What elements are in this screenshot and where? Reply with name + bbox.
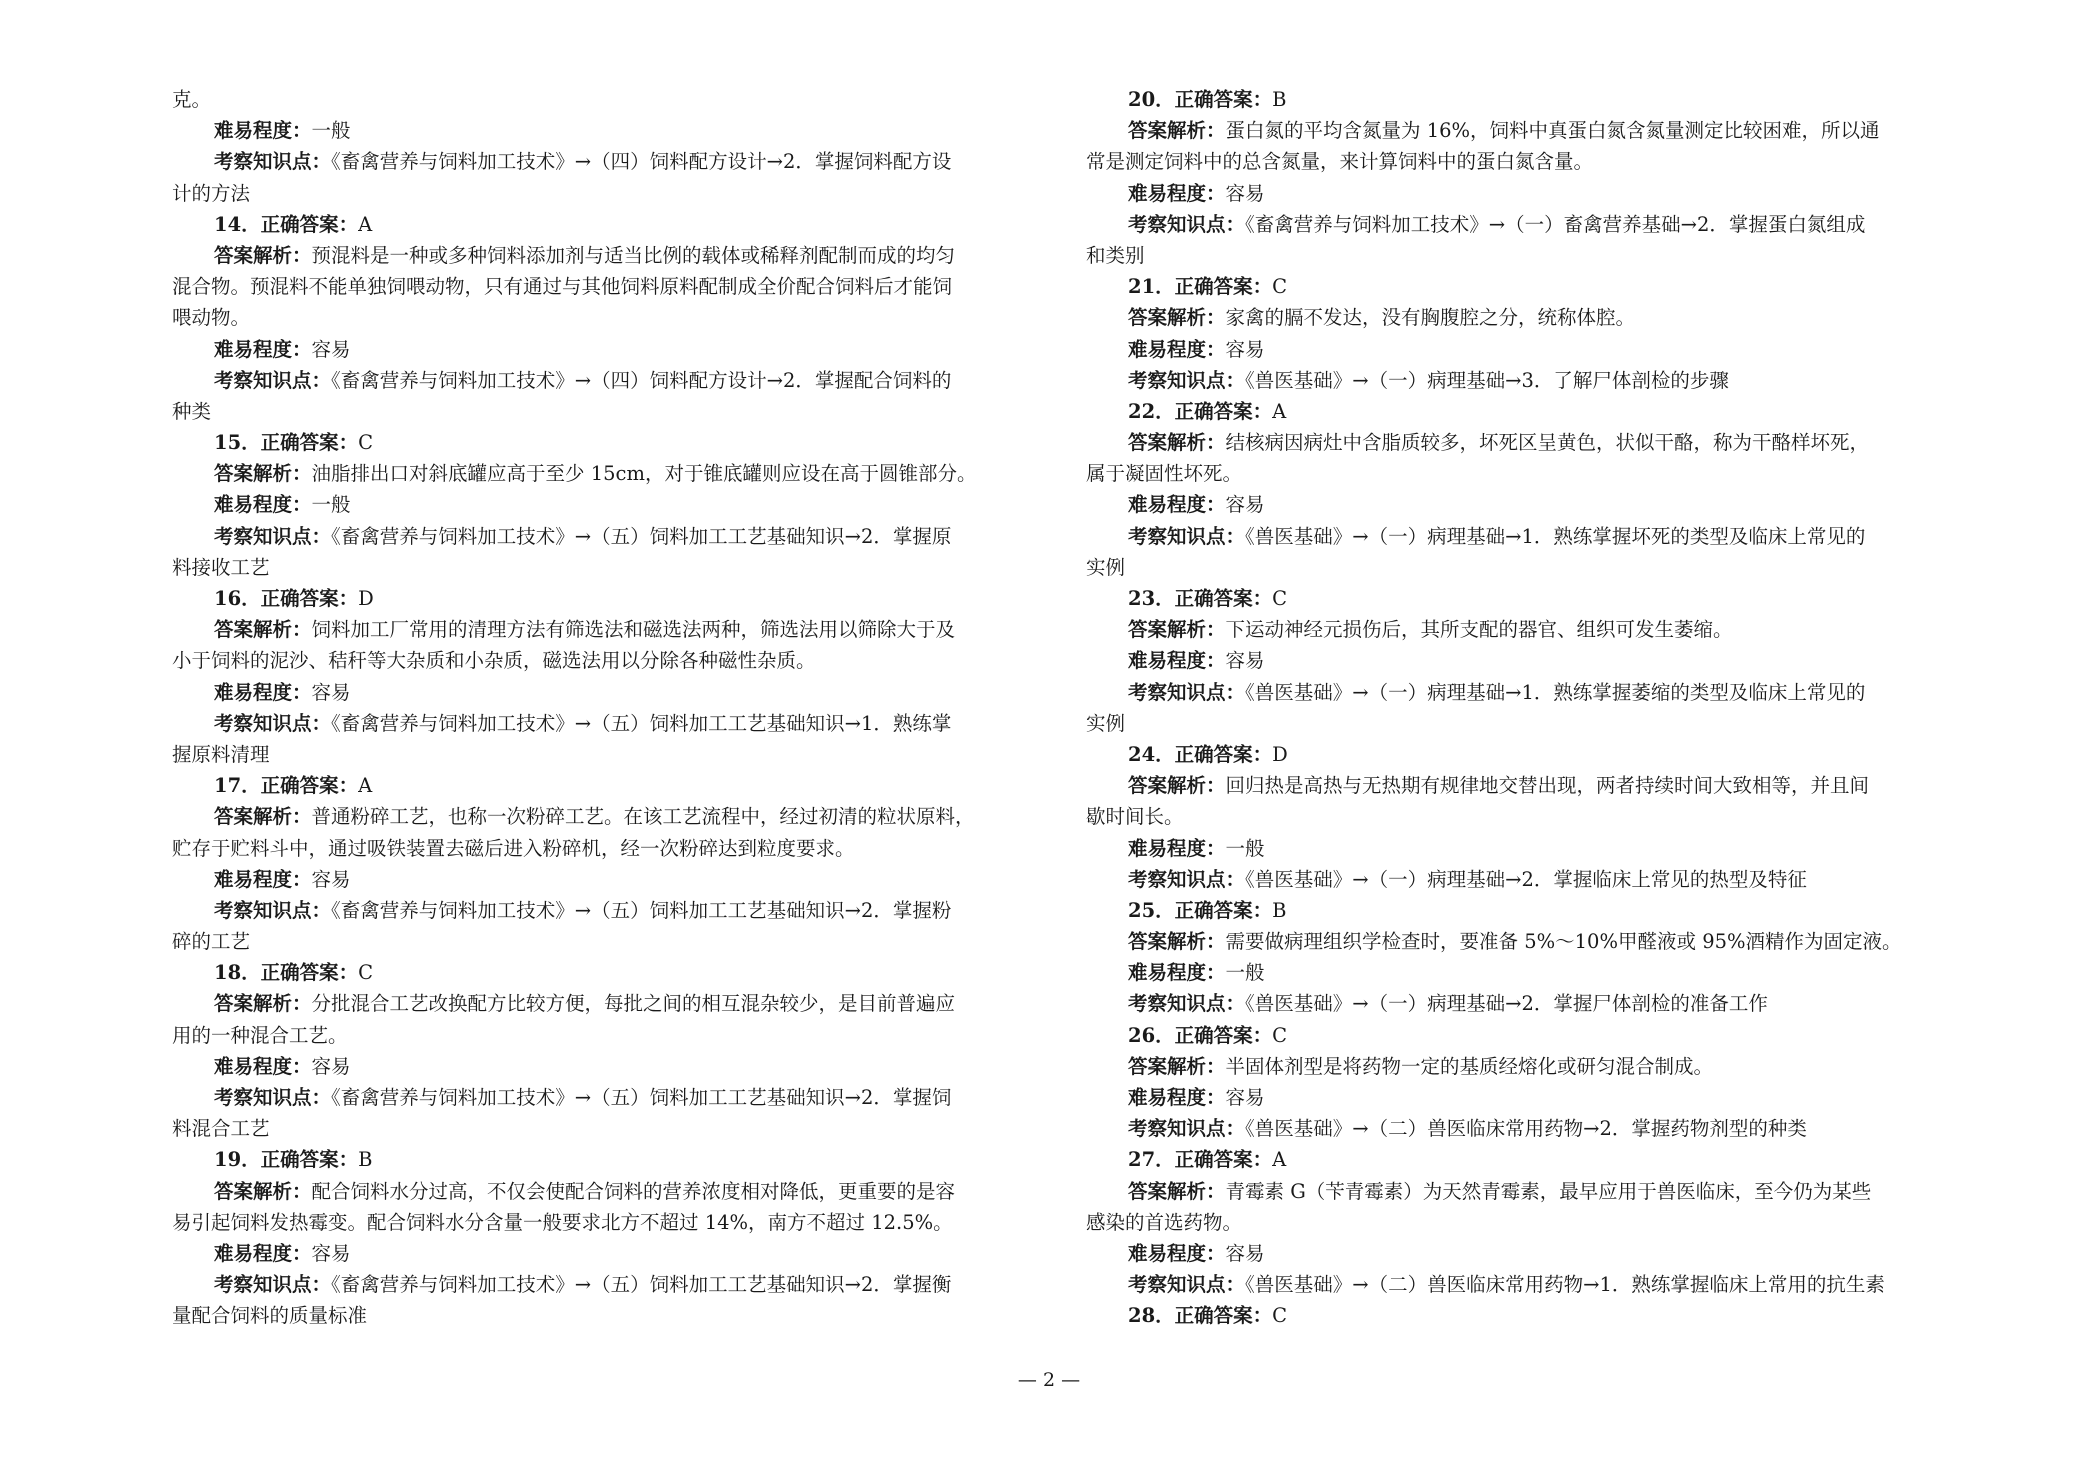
line-text: 半固体剂型是将药物一定的基质经熔化或研匀混合制成。 (1225, 1054, 1714, 1078)
text-line (172, 677, 1022, 708)
text-line (1086, 645, 1936, 676)
line-text: 蛋白氮的平均含氮量为 16%，饲料中真蛋白氮含氮量测定比较困难，所以通 (1225, 119, 1880, 143)
line-text: 一般 (1225, 961, 1265, 985)
line-text: D (1272, 742, 1288, 766)
line-text: A (358, 774, 373, 798)
line-text: 《兽医基础》→（一）病理基础→1．熟练掌握坏死的类型及临床上常见的 (1245, 524, 1866, 548)
text-line (172, 334, 1022, 365)
text-line (1086, 396, 1936, 427)
line-label: 难易程度： (214, 119, 312, 143)
text-line (172, 458, 1022, 489)
line-text: 感染的首选药物。 (1086, 1210, 1243, 1234)
line-label: 考察知识点： (1128, 1273, 1246, 1297)
line-label: 25．正确答案： (1128, 898, 1273, 922)
text-line (1086, 614, 1936, 645)
text-line (1086, 1207, 1936, 1238)
text-line (172, 115, 1022, 146)
line-label: 难易程度： (1128, 836, 1226, 860)
line-text: 容易 (1225, 181, 1265, 205)
line-text: 容易 (311, 1054, 351, 1078)
text-line (1086, 552, 1936, 583)
line-text: 属于凝固性坏死。 (1086, 462, 1243, 486)
line-text: 和类别 (1086, 243, 1145, 267)
text-line (1086, 365, 1936, 396)
text-line (172, 1300, 1022, 1331)
line-text: C (358, 431, 374, 455)
line-text: 《畜禽营养与饲料加工技术》→（五）饲料加工工艺基础知识→2．掌握粉 (331, 898, 952, 922)
text-line (172, 240, 1022, 271)
line-label: 答案解析： (214, 618, 312, 642)
line-label: 答案解析： (1128, 431, 1226, 455)
line-text: 《畜禽营养与饲料加工技术》→（五）饲料加工工艺基础知识→2．掌握饲 (331, 1086, 952, 1109)
line-label: 难易程度： (214, 337, 312, 361)
line-text: 《畜禽营养与饲料加工技术》→（五）饲料加工工艺基础知识→2．掌握原 (331, 524, 952, 548)
line-text: 《兽医基础》→（一）病理基础→2．掌握尸体剖检的准备工作 (1245, 992, 1768, 1016)
line-label: 考察知识点： (214, 524, 332, 548)
line-text: 容易 (1225, 493, 1265, 517)
text-line (172, 988, 1022, 1019)
line-label: 答案解析： (214, 805, 312, 829)
text-line (1086, 521, 1936, 552)
line-label: 27．正确答案： (1128, 1148, 1273, 1172)
text-line (172, 209, 1022, 240)
text-line (172, 739, 1022, 770)
line-label: 答案解析： (1128, 1179, 1226, 1203)
line-text: C (1272, 587, 1288, 610)
line-text: 《畜禽营养与饲料加工技术》→（四）饲料配方设计→2．掌握饲料配方设 (331, 150, 952, 174)
text-line (1086, 1082, 1936, 1113)
line-text: 结核病因病灶中含脂质较多，坏死区呈黄色，状似干酪，称为干酪样坏死， (1225, 431, 1870, 455)
text-line (172, 1020, 1022, 1051)
text-line (1086, 988, 1936, 1019)
line-text: 《兽医基础》→（一）病理基础→1．熟练掌握萎缩的类型及临床上常见的 (1245, 680, 1866, 704)
line-text: 下运动神经元损伤后，其所支配的器官、组织可发生萎缩。 (1225, 618, 1733, 642)
text-line (1086, 115, 1936, 146)
text-line (172, 864, 1022, 895)
text-line (172, 1051, 1022, 1082)
line-text: 种类 (172, 399, 212, 423)
text-line (172, 1238, 1022, 1269)
left-column (172, 84, 1022, 1332)
text-line (1086, 334, 1936, 365)
line-label: 20．正确答案： (1128, 88, 1273, 111)
text-line (1086, 770, 1936, 801)
line-label: 难易程度： (214, 1241, 312, 1265)
line-text: D (358, 587, 374, 610)
line-label: 答案解析： (1128, 930, 1226, 954)
text-line (1086, 84, 1936, 115)
text-line (172, 770, 1022, 801)
line-text: 普通粉碎工艺，也称一次粉碎工艺。在该工艺流程中，经过初清的粒状原料， (311, 805, 975, 829)
line-label: 答案解析： (214, 243, 312, 267)
line-label: 难易程度： (214, 867, 312, 891)
line-label: 18．正确答案： (214, 961, 359, 985)
text-line (172, 427, 1022, 458)
line-text: 需要做病理组织学检查时，要准备 5%～10%甲醛液或 95%酒精作为固定液。 (1225, 930, 1902, 954)
text-line (172, 645, 1022, 676)
text-line (1086, 739, 1936, 770)
line-text: 《畜禽营养与饲料加工技术》→（五）饲料加工工艺基础知识→1．熟练掌 (331, 711, 952, 735)
line-text: 《兽医基础》→（二）兽医临床常用药物→2．掌握药物剂型的种类 (1245, 1117, 1807, 1141)
line-label: 考察知识点： (214, 1086, 332, 1109)
text-line (172, 957, 1022, 988)
text-line (1086, 302, 1936, 333)
line-label: 答案解析： (214, 1179, 312, 1203)
line-text: 家禽的膈不发达，没有胸腹腔之分，统称体腔。 (1225, 306, 1636, 330)
line-text: 量配合饲料的质量标准 (172, 1304, 368, 1328)
line-text: 《畜禽营养与饲料加工技术》→（五）饲料加工工艺基础知识→2．掌握衡 (331, 1273, 952, 1297)
line-text: 《畜禽营养与饲料加工技术》→（一）畜禽营养基础→2．掌握蛋白氮组成 (1245, 212, 1866, 236)
text-line (172, 365, 1022, 396)
text-line (1086, 895, 1936, 926)
line-text: B (1272, 88, 1287, 111)
text-line (172, 1144, 1022, 1175)
line-text: 容易 (1225, 1241, 1265, 1265)
line-text: 一般 (1225, 836, 1265, 860)
text-line (1086, 489, 1936, 520)
line-text: 克。 (172, 88, 212, 111)
line-text: C (1272, 1304, 1288, 1328)
line-text: B (1272, 898, 1287, 922)
line-text: 计的方法 (172, 181, 251, 205)
text-line (172, 178, 1022, 209)
line-label: 难易程度： (1128, 337, 1226, 361)
line-text: A (1272, 1148, 1287, 1172)
right-column (1086, 84, 1936, 1332)
line-label: 答案解析： (214, 992, 312, 1016)
text-line (1086, 1051, 1936, 1082)
line-text: 《兽医基础》→（二）兽医临床常用药物→1．熟练掌握临床上常用的抗生素 (1245, 1273, 1885, 1297)
text-line (172, 84, 1022, 115)
text-line (1086, 1113, 1936, 1144)
line-label: 考察知识点： (1128, 212, 1246, 236)
text-line (1086, 178, 1936, 209)
line-label: 答案解析： (1128, 774, 1226, 798)
text-line (172, 271, 1022, 302)
line-label: 考察知识点： (214, 368, 332, 392)
line-text: 《兽医基础》→（一）病理基础→2．掌握临床上常见的热型及特征 (1245, 867, 1807, 891)
line-label: 考察知识点： (214, 711, 332, 735)
line-text: 歇时间长。 (1086, 805, 1184, 829)
line-label: 考察知识点： (214, 150, 332, 174)
line-text: C (358, 961, 374, 985)
line-label: 难易程度： (214, 680, 312, 704)
line-label: 22．正确答案： (1128, 399, 1273, 423)
line-label: 答案解析： (1128, 119, 1226, 143)
text-line (172, 833, 1022, 864)
line-label: 难易程度： (1128, 181, 1226, 205)
text-line (1086, 146, 1936, 177)
line-label: 16．正确答案： (214, 587, 359, 610)
line-label: 难易程度： (1128, 493, 1226, 517)
line-text: 常是测定饲料中的总含氮量，来计算饲料中的蛋白氮含量。 (1086, 150, 1594, 174)
text-line (172, 1207, 1022, 1238)
text-line (1086, 833, 1936, 864)
text-line (1086, 1238, 1936, 1269)
line-label: 难易程度： (1128, 1241, 1226, 1265)
line-label: 考察知识点： (1128, 1117, 1246, 1141)
line-label: 19．正确答案： (214, 1148, 359, 1172)
line-label: 答案解析： (1128, 618, 1226, 642)
line-text: 小于饲料的泥沙、秸秆等大杂质和小杂质，磁选法用以分除各种磁性杂质。 (172, 649, 816, 673)
line-label: 15．正确答案： (214, 431, 359, 455)
line-label: 14．正确答案： (214, 212, 359, 236)
line-text: 容易 (311, 1241, 351, 1265)
line-text: B (358, 1148, 373, 1172)
line-text: 实例 (1086, 555, 1126, 579)
line-text: 实例 (1086, 711, 1126, 735)
line-label: 17．正确答案： (214, 774, 359, 798)
text-line (172, 1176, 1022, 1207)
line-label: 考察知识点： (214, 1273, 332, 1297)
text-line (172, 801, 1022, 832)
text-line (1086, 864, 1936, 895)
text-line (1086, 427, 1936, 458)
line-text: 分批混合工艺改换配方比较方便，每批之间的相互混杂较少，是目前普遍应 (311, 992, 956, 1016)
line-text: C (1272, 275, 1288, 299)
text-line (172, 1082, 1022, 1113)
text-line (172, 708, 1022, 739)
text-line (1086, 1269, 1936, 1300)
text-line (172, 614, 1022, 645)
line-text: 油脂排出口对斜底罐应高于至少 15cm，对于锥底罐则应设在高于圆锥部分。 (311, 462, 977, 486)
line-text: 《兽医基础》→（一）病理基础→3．了解尸体剖检的步骤 (1245, 368, 1729, 392)
line-text: A (358, 212, 373, 236)
line-label: 23．正确答案： (1128, 587, 1273, 610)
text-line (1086, 957, 1936, 988)
line-label: 考察知识点： (1128, 867, 1246, 891)
line-label: 难易程度： (214, 493, 312, 517)
line-text: 料接收工艺 (172, 555, 270, 579)
text-line (1086, 209, 1936, 240)
text-line (1086, 708, 1936, 739)
text-line (172, 926, 1022, 957)
text-line (172, 552, 1022, 583)
line-text: 料混合工艺 (172, 1117, 270, 1141)
page-number: — 2 — (1017, 1369, 1081, 1391)
line-text: 一般 (311, 493, 351, 517)
line-text: 预混料是一种或多种饲料添加剂与适当比例的载体或稀释剂配制而成的均匀 (311, 243, 956, 267)
line-text: 握原料清理 (172, 742, 270, 766)
text-line (1086, 458, 1936, 489)
text-line (1086, 677, 1936, 708)
text-line (172, 146, 1022, 177)
line-text: 容易 (1225, 649, 1265, 673)
line-text: 混合物。预混料不能单独饲喂动物，只有通过与其他饲料原料配制成全价配合饲料后才能饲 (172, 275, 953, 299)
text-line (1086, 1176, 1936, 1207)
line-label: 考察知识点： (1128, 368, 1246, 392)
line-text: 易引起饲料发热霉变。配合饲料水分含量一般要求北方不超过 14%，南方不超过 12.5%。 (172, 1210, 953, 1234)
line-text: 一般 (311, 119, 351, 143)
line-text: 配合饲料水分过高，不仅会使配合饲料的营养浓度相对降低，更重要的是容 (311, 1179, 956, 1203)
line-text: 容易 (311, 337, 351, 361)
line-text: 容易 (1225, 1086, 1265, 1109)
line-label: 21．正确答案： (1128, 275, 1273, 299)
line-label: 26．正确答案： (1128, 1023, 1273, 1047)
text-line (1086, 926, 1936, 957)
line-text: 回归热是高热与无热期有规律地交替出现，两者持续时间大致相等，并且间 (1225, 774, 1870, 798)
line-label: 难易程度： (1128, 1086, 1226, 1109)
line-label: 难易程度： (1128, 649, 1226, 673)
line-label: 答案解析： (1128, 1054, 1226, 1078)
line-text: 贮存于贮料斗中，通过吸铁装置去磁后进入粉碎机，经一次粉碎达到粒度要求。 (172, 836, 855, 860)
line-label: 难易程度： (1128, 961, 1226, 985)
line-text: 饲料加工厂常用的清理方法有筛选法和磁选法两种，筛选法用以筛除大于及 (311, 618, 956, 642)
text-line (1086, 801, 1936, 832)
line-text: 《畜禽营养与饲料加工技术》→（四）饲料配方设计→2．掌握配合饲料的 (331, 368, 952, 392)
text-line (172, 583, 1022, 614)
text-line (172, 895, 1022, 926)
line-label: 答案解析： (214, 462, 312, 486)
line-label: 24．正确答案： (1128, 742, 1273, 766)
text-line (172, 521, 1022, 552)
text-line (1086, 1020, 1936, 1051)
line-text: C (1272, 1023, 1288, 1047)
text-line (1086, 583, 1936, 614)
text-line (1086, 1144, 1936, 1175)
line-label: 答案解析： (1128, 306, 1226, 330)
line-label: 考察知识点： (1128, 992, 1246, 1016)
line-label: 28．正确答案： (1128, 1304, 1273, 1328)
line-text: 容易 (311, 867, 351, 891)
text-line (1086, 240, 1936, 271)
text-line (172, 489, 1022, 520)
line-label: 难易程度： (214, 1054, 312, 1078)
line-text: 用的一种混合工艺。 (172, 1023, 348, 1047)
line-label: 考察知识点： (214, 898, 332, 922)
line-text: 容易 (311, 680, 351, 704)
line-text: 碎的工艺 (172, 930, 251, 954)
text-line (172, 396, 1022, 427)
line-label: 考察知识点： (1128, 524, 1246, 548)
line-label: 考察知识点： (1128, 680, 1246, 704)
line-text: A (1272, 399, 1287, 423)
text-line (172, 1269, 1022, 1300)
line-text: 青霉素 G（苄青霉素）为天然青霉素，最早应用于兽医临床，至今仍为某些 (1225, 1179, 1872, 1203)
text-line (172, 302, 1022, 333)
line-text: 容易 (1225, 337, 1265, 361)
text-line (172, 1113, 1022, 1144)
line-text: 喂动物。 (172, 306, 251, 330)
text-line (1086, 271, 1936, 302)
text-line (1086, 1300, 1936, 1331)
